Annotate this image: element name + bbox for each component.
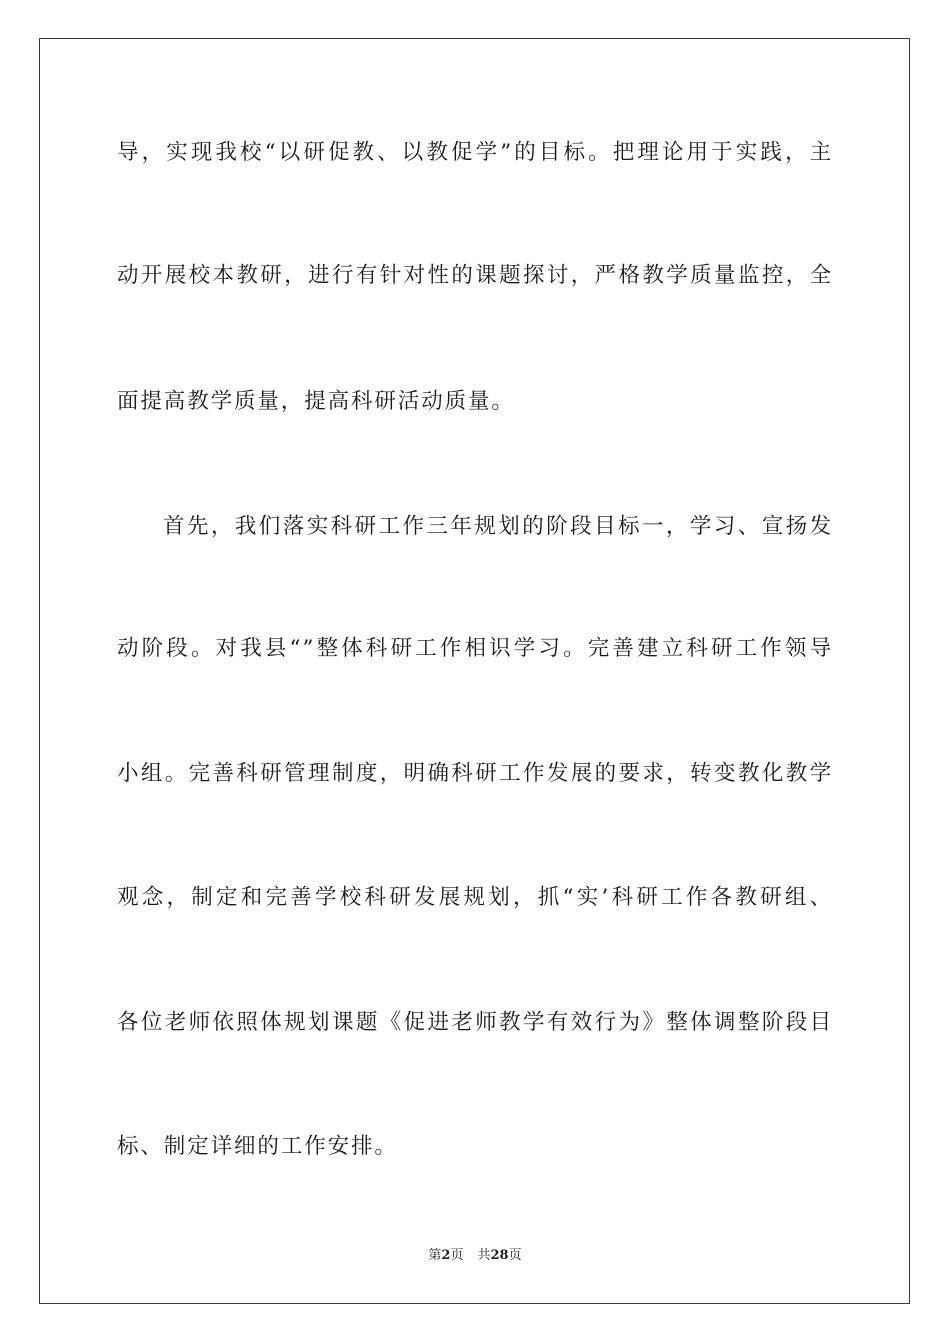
paragraph-line: 首先，我们落实科研工作三年规划的阶段目标一，学习、宣扬发 xyxy=(163,514,833,539)
paragraph-line: 导，实现我校“以研促教、以教促学”的目标。把理论用于实践，主 xyxy=(117,140,833,165)
paragraph-line: 面提高教学质量，提高科研活动质量。 xyxy=(117,389,515,414)
paragraph-line: 标、制定详细的工作安排。 xyxy=(117,1134,398,1159)
paragraph-line: 观念，制定和完善学校科研发展规划，抓“实’科研工作各教研组、 xyxy=(117,885,833,910)
page-number: 2 xyxy=(441,1248,451,1263)
page-suffix: 页 xyxy=(450,1248,464,1263)
total-pages: 28 xyxy=(490,1248,509,1263)
paragraph-line: 动开展校本教研，进行有针对性的课题探讨，严格教学质量监控，全 xyxy=(117,263,833,288)
paragraph-line: 动阶段。对我县“”整体科研工作相识学习。完善建立科研工作领导 xyxy=(117,636,833,661)
paragraph-line: 各位老师依照体规划课题《促进老师教学有效行为》整体调整阶段目 xyxy=(117,1010,833,1035)
page-border xyxy=(39,38,910,1304)
total-prefix: 共 xyxy=(477,1248,491,1263)
page-footer xyxy=(0,1248,950,1264)
paragraph-line: 小组。完善科研管理制度，明确科研工作发展的要求，转变教化教学 xyxy=(117,761,833,786)
page-prefix: 第 xyxy=(428,1248,442,1263)
total-suffix: 页 xyxy=(508,1248,522,1263)
